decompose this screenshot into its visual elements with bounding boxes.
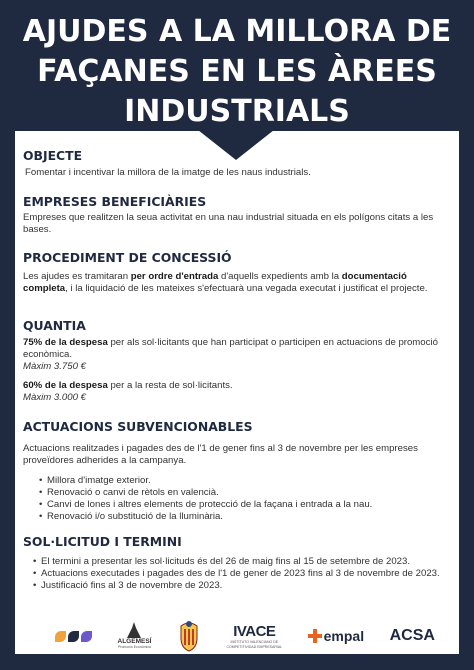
ivace-text: IVACE [233,622,276,640]
algemesi-logo [118,622,152,650]
text: d'aquells expedients amb la [218,271,342,282]
section-body: Empreses que realitzen la seua activitat en una nau industrial situada en els polígons citats a les bases. [23,212,434,235]
actuacions-list [23,475,443,523]
algemesi-emblem-icon [127,622,141,638]
coat-of-arms-icon [177,620,201,652]
section-title: EMPRESES BENEFICIÀRIES [23,194,207,209]
bold-text: documentació completa [23,271,407,294]
empal-text: empal [323,628,365,644]
section-body: Fomentar i incentivar la millora de la imatge de les naus industrials. [25,167,311,178]
bold-text: per ordre d'entrada [130,271,219,282]
ivace-caption: INSTITUTO VALENCIANO DE [230,639,279,644]
section-quantia [23,318,443,404]
list-item: • Millora d'imatge exterior. [39,475,443,487]
bold-text: 60% de la despesa [23,380,108,391]
acsa-text: ACSA [389,627,435,644]
paragraph-60 [23,380,443,392]
page-title [0,0,474,132]
section-body [23,271,443,295]
list-item: • Justificació fins al 3 de novembre de 2023. [33,580,440,592]
section-title: QUANTIA [23,318,86,333]
section-body: Actuacions realitzades i pagades des de l'1 de gener fins al 3 de novembre per les empreses proveïdores adherides a la campanya. [23,443,418,466]
title-line-2: FAÇANES EN LES ÀREES [37,54,437,89]
title-line-1: AJUDES A LA MILLORA DE [22,14,452,49]
adc-shape [81,631,92,642]
section-procediment [23,250,443,295]
max-amount: Màxim 3.000 € [23,392,86,403]
algemesi-caption: Promoció Econòmica [117,645,152,649]
adc-shape [68,631,79,642]
list-item: • El termini a presentar les sol·licituds és del 26 de maig fins al 15 de setembre de 2023. [33,556,440,568]
section-actuacions [23,419,443,523]
section-title: SOL·LICITUD I TERMINI [23,534,182,549]
section-title: PROCEDIMENT DE CONCESSIÓ [23,250,232,265]
section-title: OBJECTE [23,148,83,163]
acsa-logo [390,627,435,645]
section-objecte [23,148,311,179]
max-amount: Màxim 3.750 € [23,361,86,372]
sponsor-logos [55,616,435,656]
text: , i la liquidació de les mateixes s'efectuarà una vegada executat i justificat el projecte. [65,283,428,294]
text: Les ajudes es tramitaran [23,271,131,282]
ivace-caption: COMPETITIVIDAD EMPRESARIAL [226,644,283,649]
bold-text: 75% de la despesa [23,337,108,348]
adc-shape [55,631,66,642]
section-title: ACTUACIONS SUBVENCIONABLES [23,419,253,434]
paragraph-75 [23,337,443,361]
solicitud-list [23,556,440,592]
adc-logo [55,631,92,642]
ivace-logo [227,623,283,650]
list-item: • Renovació o canvi de rètols en valencià. [39,487,443,499]
coat-of-arms-logo [177,620,201,652]
list-item: • Actuacions executades i pagades des de l'1 de gener de 2023 fins al 3 de novembre de 2023. [33,568,440,580]
section-beneficiaries [23,194,443,236]
title-line-3: INDUSTRIALS [124,94,350,129]
algemesi-text: ALGEMESÍ [117,638,152,645]
empal-cross-icon [308,629,322,643]
section-solicitud [23,534,440,592]
list-item: • Renovació i/o substitució de la lluminària. [39,511,443,523]
text: per a la resta de sol·licitants. [107,380,233,391]
empal-logo [308,628,364,644]
list-item: • Canvi de lones i altres elements de protecció de la façana i entrada a la nau. [39,499,443,511]
section-body [23,337,443,404]
text: per als sol·licitants que han participat o participen en actuacions de promoció econòmica. [23,337,438,360]
page-header [0,0,474,135]
